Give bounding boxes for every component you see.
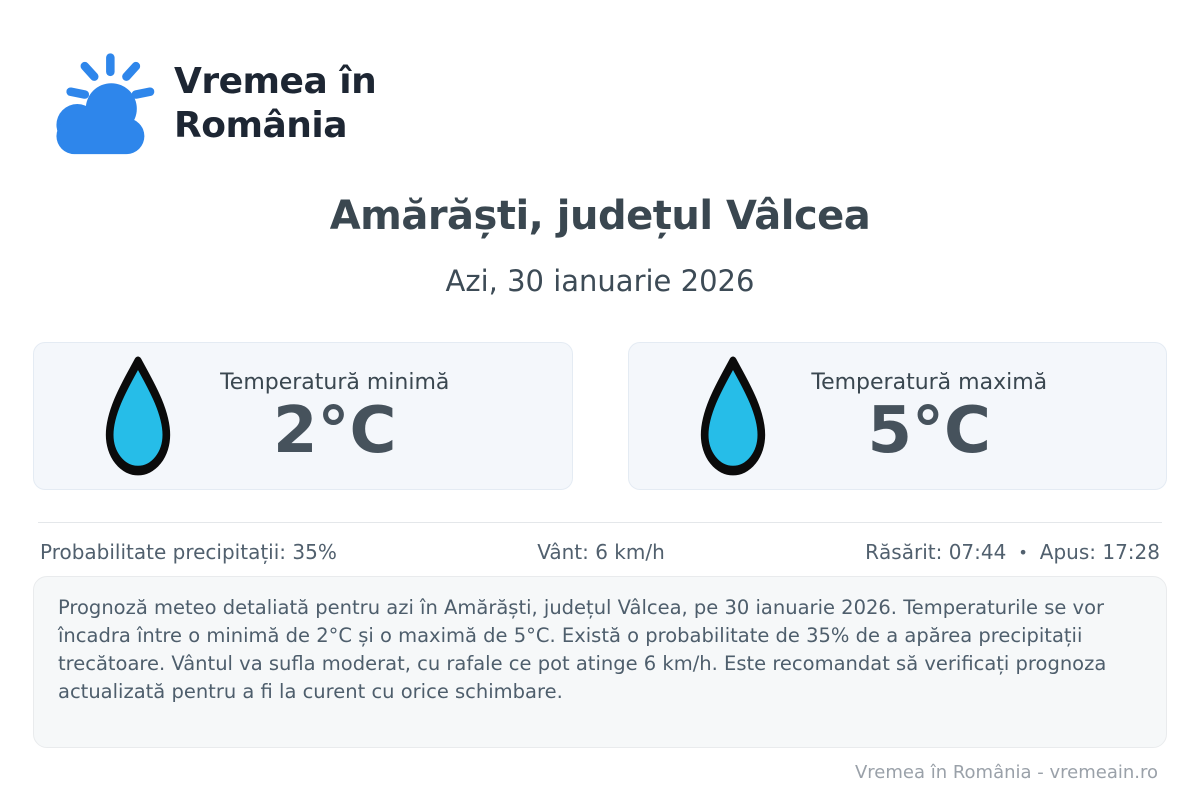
water-drop-icon xyxy=(693,353,773,479)
min-temperature-card xyxy=(33,342,573,490)
page-date: Azi, 30 ianuarie 2026 xyxy=(445,264,755,298)
site-title xyxy=(174,60,376,148)
site-title-line2: România xyxy=(174,105,348,146)
max-temperature-text xyxy=(773,369,1087,468)
bullet-separator: • xyxy=(1018,542,1028,562)
min-temperature-text xyxy=(178,369,492,468)
wind-stat: Vânt: 6 km/h xyxy=(537,540,665,564)
site-logo xyxy=(40,52,376,156)
page-title: Amărăști, județul Vâlcea xyxy=(329,193,871,239)
min-temperature-value: 2°C xyxy=(273,393,397,468)
min-temperature-label: Temperatură minimă xyxy=(220,369,450,395)
sunrise-stat: Răsărit: 07:44 xyxy=(865,540,1007,564)
forecast-description-box xyxy=(33,576,1167,748)
water-drop-icon xyxy=(98,353,178,479)
stats-row xyxy=(40,540,1160,564)
temperature-cards xyxy=(33,342,1167,490)
forecast-description: Prognoză meteo detaliată pentru azi în Amărăști, județul Vâlcea, pe 30 ianuarie 2026. Temperaturile se vor încadra între o minimă de 2°C și o maximă de 5°C. Există o probabilitate de 35% de a apărea precipitații trecătoare. Vântul va sufla moderat, cu rafale ce pot atinge 6 km/h. Este recomandat să verificați prognoza actualizată pentru a fi la curent cu orice schimbare. xyxy=(58,596,1107,704)
stats-divider xyxy=(38,522,1162,523)
footer-credit: Vremea în România - vremeain.ro xyxy=(854,762,1158,783)
sunset-stat: Apus: 17:28 xyxy=(1039,540,1160,564)
max-temperature-value: 5°C xyxy=(867,393,991,468)
site-title-line1: Vremea în xyxy=(174,61,377,103)
sun-stat xyxy=(865,540,1160,564)
max-temperature-label: Temperatură maximă xyxy=(811,369,1048,395)
max-temperature-card xyxy=(628,342,1168,490)
precipitation-stat: Probabilitate precipitații: 35% xyxy=(40,540,337,564)
cloud-sun-icon xyxy=(40,52,158,156)
